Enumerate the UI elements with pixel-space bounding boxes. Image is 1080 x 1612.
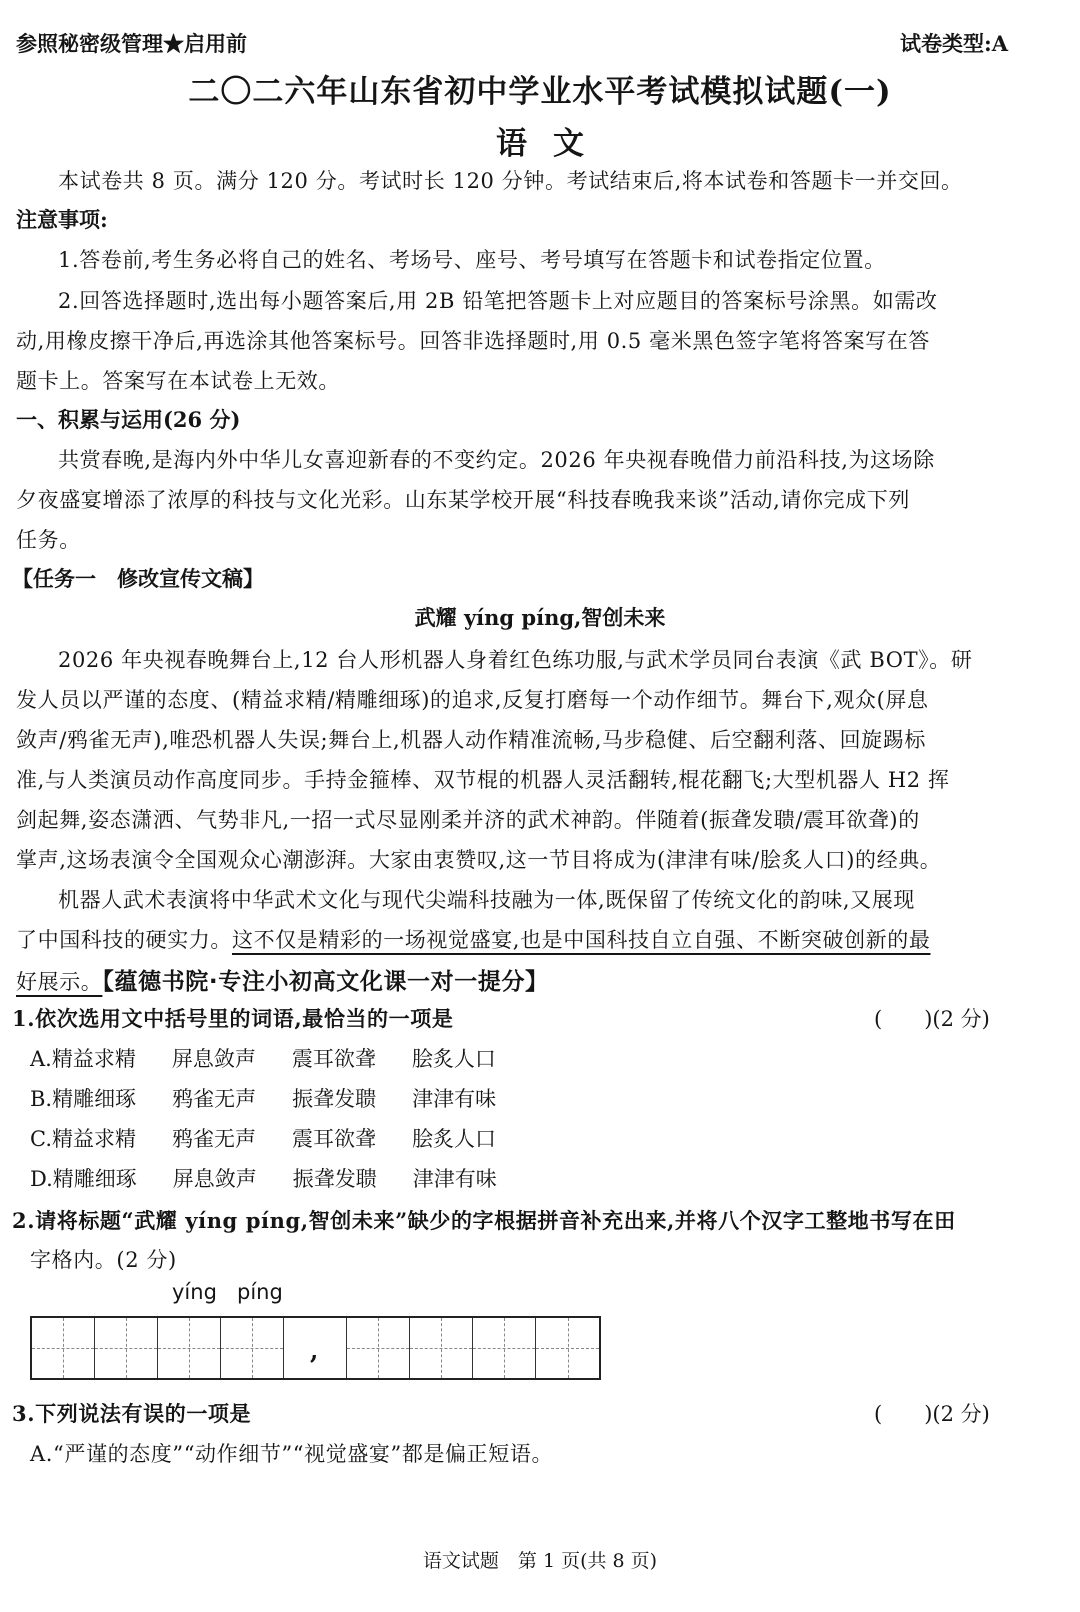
grid-comma-cell <box>284 1318 347 1378</box>
q3-score: ( )(2 分) <box>874 1402 990 1426</box>
q3-stem: 3.下列说法有误的一项是 <box>12 1401 252 1426</box>
section-1-intro-line-2: 夕夜盛宴增添了浓厚的科技与文化光彩。山东某学校开展“科技春晚我来谈”活动,请你完成下列 <box>16 488 910 512</box>
q1-option-a[interactable] <box>30 1043 532 1073</box>
q1-option-word: 振聋发聩 <box>292 1087 377 1111</box>
article-line-7: 机器人武术表演将中华武术文化与现代尖端科技融为一体,既保留了传统文化的韵味,又展现 <box>58 888 915 912</box>
section-1-intro-line-1: 共赏春晚,是海内外中华儿女喜迎新春的不变约定。2026 年央视春晚借力前沿科技,为这场除 <box>58 448 935 472</box>
notes-item-2-line-2: 动,用橡皮擦干净后,再选涂其他答案标号。回答非选择题时,用 0.5 毫米黑色签字笔将答案写在答 <box>16 329 930 353</box>
q2-stem-line-1: 2.请将标题“武耀 yíng píng,智创未来”缺少的字根据拼音补充出来,并将八个汉字工整地书写在田 <box>12 1208 956 1233</box>
article-line-5: 剑起舞,姿态潇洒、气势非凡,一招一式尽显刚柔并济的武术神韵。伴随着(振聋发聩/震耳欲聋)的 <box>16 808 920 832</box>
notes-heading: 注意事项: <box>16 207 108 232</box>
q1-option-word: 精益求精 <box>51 1047 136 1071</box>
q1-option-d[interactable] <box>30 1163 533 1193</box>
article-line-8 <box>16 924 930 954</box>
article-line-4: 准,与人类演员动作高度同步。手持金箍棒、双节棍的机器人灵活翻转,棍花翻飞;大型机器人 H2 挥 <box>16 768 950 792</box>
pinyin-ping: píng <box>237 1280 283 1304</box>
pinyin-ying: yíng <box>172 1280 217 1304</box>
q1-option-b[interactable] <box>30 1083 532 1113</box>
grid-cell-1[interactable] <box>32 1318 95 1378</box>
paper-type-label: 试卷类型:A <box>899 31 1008 56</box>
q1-option-word: 震耳欲聋 <box>291 1047 376 1071</box>
grid-cell-6[interactable] <box>410 1318 473 1378</box>
notes-item-2-line-3: 题卡上。答案写在本试卷上无效。 <box>16 369 340 393</box>
grid-comma: , <box>310 1336 319 1365</box>
q1-option-label: D. <box>30 1167 53 1191</box>
q1-option-word: 脍炙人口 <box>412 1127 496 1151</box>
q3-option-a: A.“严谨的态度”“动作细节”“视觉盛宴”都是偏正短语。 <box>30 1442 554 1466</box>
q1-option-word: 振聋发聩 <box>292 1167 377 1191</box>
watermark-text: 【蕴德书院·专注小初高文化课一对一提分】 <box>102 969 549 995</box>
q2-stem-line-2: 字格内。(2 分) <box>30 1248 177 1272</box>
q1-option-word: 鸦雀无声 <box>172 1087 257 1111</box>
notes-item-1: 1.答卷前,考生务必将自己的姓名、考场号、座号、考号填写在答题卡和试卷指定位置。 <box>58 248 886 272</box>
q1-option-label: B. <box>30 1087 53 1111</box>
grid-cell-7[interactable] <box>473 1318 536 1378</box>
q1-option-c[interactable] <box>30 1123 532 1153</box>
underlined-sentence-part-2: 好展示。 <box>16 970 103 994</box>
q1-stem: 1.依次选用文中括号里的词语,最恰当的一项是 <box>12 1006 454 1031</box>
grid-cell-2[interactable] <box>95 1318 158 1378</box>
subject-title: 语文 <box>496 126 610 162</box>
task-1-heading: 【任务一 修改宣传文稿】 <box>12 566 264 591</box>
tianzige-grid[interactable] <box>30 1316 601 1380</box>
confidential-label: 参照秘密级管理★启用前 <box>16 31 247 56</box>
notes-item-2-line-1: 2.回答选择题时,选出每小题答案后,用 2B 铅笔把答题卡上对应题目的答案标号涂黑。如需改 <box>58 289 938 313</box>
grid-cell-3[interactable] <box>158 1318 221 1378</box>
q1-option-label: C. <box>30 1127 52 1151</box>
underlined-sentence-part-1: 这不仅是精彩的一场视觉盛宴,也是中国科技自立自强、不断突破创新的最 <box>232 928 931 952</box>
article-title: 武耀 yíng píng,智创未来 <box>414 605 666 630</box>
section-1-heading: 一、积累与运用(26 分) <box>16 407 241 432</box>
q1-option-word: 精雕细琢 <box>52 1087 137 1111</box>
q1-option-word: 精益求精 <box>52 1127 136 1151</box>
q1-option-word: 精雕细琢 <box>52 1167 137 1191</box>
section-1-intro-line-3: 任务。 <box>16 528 81 552</box>
grid-cell-4[interactable] <box>221 1318 284 1378</box>
exam-title: 二〇二六年山东省初中学业水平考试模拟试题(一) <box>188 74 892 110</box>
q1-option-word: 津津有味 <box>412 1167 497 1191</box>
article-line-3: 敛声/鸦雀无声),唯恐机器人失误;舞台上,机器人动作精准流畅,马步稳健、后空翻利落、回旋踢标 <box>16 728 926 752</box>
q1-option-word: 鸦雀无声 <box>172 1127 256 1151</box>
article-line-9 <box>16 963 549 996</box>
article-line-6: 掌声,这场表演令全国观众心潮澎湃。大家由衷赞叹,这一节目将成为(津津有味/脍炙人口)的经典。 <box>16 848 942 872</box>
article-line-1: 2026 年央视春晚舞台上,12 台人形机器人身着红色练功服,与武术学员同台表演《武 BOT》。研 <box>58 648 973 672</box>
grid-cell-8[interactable] <box>536 1318 599 1378</box>
q1-option-word: 屏息敛声 <box>171 1047 256 1071</box>
q1-option-word: 屏息敛声 <box>172 1167 257 1191</box>
q1-option-label: A. <box>30 1047 52 1071</box>
q1-option-word: 津津有味 <box>412 1087 497 1111</box>
q1-option-word: 震耳欲聋 <box>292 1127 376 1151</box>
exam-intro: 本试卷共 8 页。满分 120 分。考试时长 120 分钟。考试结束后,将本试卷和答题卡一并交回。 <box>58 169 963 193</box>
q1-option-word: 脍炙人口 <box>411 1047 496 1071</box>
page-footer: 语文试题 第 1 页(共 8 页) <box>422 1550 658 1572</box>
q1-score: ( )(2 分) <box>874 1007 990 1031</box>
article-line-2: 发人员以严谨的态度、(精益求精/精雕细琢)的追求,反复打磨每一个动作细节。舞台下,观众(屏息 <box>16 688 929 712</box>
article-line-8-plain: 了中国科技的硬实力。 <box>16 928 232 952</box>
grid-cell-5[interactable] <box>347 1318 410 1378</box>
